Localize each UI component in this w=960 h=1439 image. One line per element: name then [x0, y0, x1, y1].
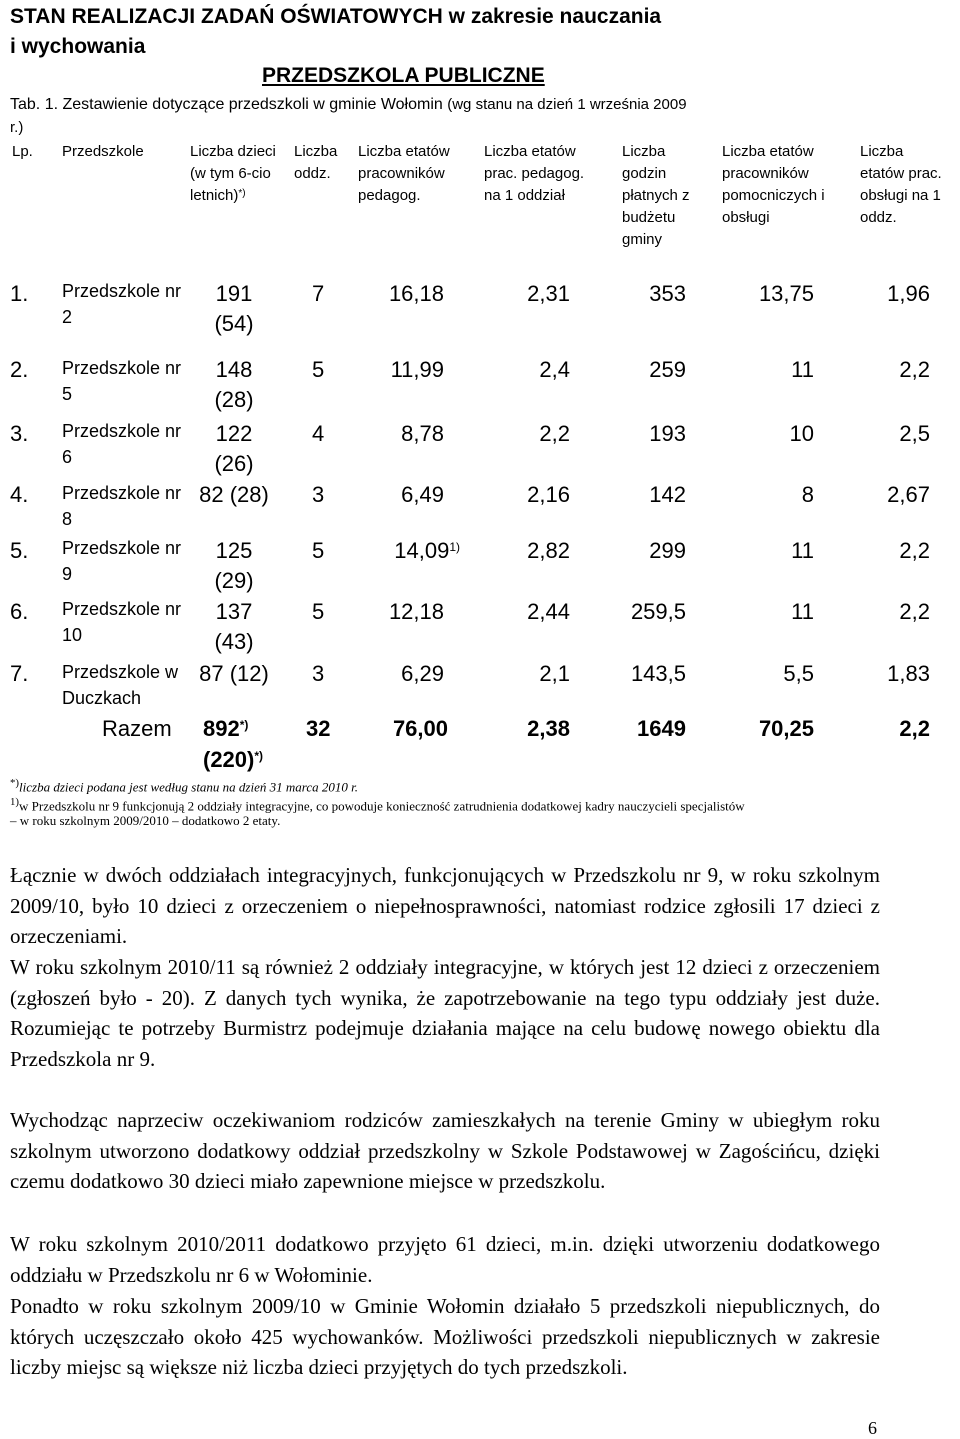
row-name: Przedszkole nr 8 — [62, 483, 182, 529]
row-pom: 11 — [791, 357, 814, 382]
table-caption-note2: r.) — [10, 119, 24, 136]
total-dzieci-6-footnote-mark: *) — [254, 749, 264, 763]
row-godz: 259,5 — [630, 599, 686, 624]
row-na1: 2,4 — [539, 357, 570, 382]
row-lp: 5. — [10, 538, 29, 563]
total-dzieci-6-value: (220) — [203, 747, 255, 772]
row-obs: 1,96 — [887, 281, 930, 306]
total-label: Razem — [102, 716, 172, 741]
row-name: Przedszkole w Duczkach — [62, 662, 179, 708]
paragraph-private-preschools: Ponadto w roku szkolnym 2009/10 w Gminie Wołomin działało 5 przedszkoli niepublicznych, do których uczęszczało około 425 wychowanków. Możliwości przedszkoli niepublicznych w zakresie liczby miejsc są większe niż liczba dzieci przyjętych do tych przedszkoli. — [10, 1294, 880, 1379]
row-obs: 1,83 — [887, 661, 930, 686]
row-name: Przedszkole nr 9 — [62, 538, 182, 584]
row-name: Przedszkole nr 5 — [62, 358, 182, 404]
row-dzieci-6: (29) — [214, 568, 254, 593]
row-obs: 2,5 — [899, 421, 930, 446]
total-na1: 2,38 — [527, 716, 570, 741]
row-lp: 6. — [10, 599, 29, 624]
footnote-2-continuation: – w roku szkolnym 2009/2010 – dodatkowo 2 etaty. — [10, 813, 281, 828]
row-pom: 11 — [791, 538, 814, 563]
row-etaty — [360, 537, 460, 565]
row-na1: 2,31 — [527, 281, 570, 306]
total-dzieci-6 — [203, 746, 263, 774]
section-subtitle: PRZEDSZKOLA PUBLICZNE — [262, 64, 545, 87]
row-etaty-footnote-mark: 1) — [449, 540, 460, 554]
total-dzieci-value: 892 — [203, 716, 240, 741]
row-obs: 2,2 — [899, 599, 930, 624]
row-etaty-value: 14,09 — [394, 538, 450, 563]
page-number: 6 — [868, 1418, 877, 1438]
total-pom: 70,25 — [758, 716, 814, 741]
row-oddz: 7 — [312, 281, 325, 306]
row-pom: 11 — [791, 599, 814, 624]
row-godz: 193 — [649, 421, 686, 446]
footnote-2-text: w Przedszkolu nr 9 funkcjonują 2 oddziały integracyjne, co powoduje konieczność zatrudnienia dodatkowej kadry nauczycieli specjalistów — [19, 798, 745, 814]
row-dzieci: 122 — [215, 421, 253, 446]
row-oddz: 4 — [312, 421, 325, 446]
row-lp: 2. — [10, 357, 29, 382]
row-etaty: 8,78 — [401, 421, 444, 446]
row-etaty: 6,49 — [401, 482, 444, 507]
footnote-2-mark: 1) — [10, 796, 20, 808]
row-dzieci: 87 (12) — [199, 661, 269, 686]
table-caption-main: Tab. 1. Zestawienie dotyczące przedszkoli w gminie Wołomin — [10, 96, 443, 113]
row-lp: 4. — [10, 482, 29, 507]
footnote-1-mark: *) — [10, 777, 20, 789]
total-dzieci-footnote-mark: *) — [239, 718, 249, 732]
header-etaty-na-oddz: Liczba etatów prac. pedagog. na 1 oddział — [484, 143, 585, 204]
document-title-line2: i wychowania — [10, 35, 146, 58]
row-dzieci: 137 — [215, 599, 253, 624]
row-etaty: 16,18 — [388, 281, 444, 306]
row-godz: 259 — [649, 357, 686, 382]
total-etaty: 76,00 — [392, 716, 448, 741]
row-etaty: 11,99 — [390, 357, 444, 382]
row-lp: 7. — [10, 661, 29, 686]
row-etaty: 6,29 — [401, 661, 444, 686]
header-lp: Lp. — [12, 143, 33, 160]
row-pom: 13,75 — [758, 281, 814, 306]
row-oddz: 5 — [312, 357, 325, 382]
row-oddz: 3 — [312, 482, 325, 507]
header-pomocnicze: Liczba etatów pracowników pomocniczych i obsługi — [722, 143, 825, 226]
row-na1: 2,44 — [527, 599, 570, 624]
row-godz: 143,5 — [630, 661, 686, 686]
document-title-line1: STAN REALIZACJI ZADAŃ OŚWIATOWYCH w zakresie nauczania — [10, 5, 662, 28]
row-obs: 2,67 — [887, 482, 930, 507]
total-dzieci — [203, 715, 248, 743]
header-obsluga-na-oddz: Liczba etatów prac. obsługi na 1 oddz. — [860, 143, 942, 226]
table-caption-continuation — [10, 119, 23, 137]
footnote-1 — [10, 775, 358, 795]
row-pom: 10 — [789, 421, 814, 446]
row-dzieci: 125 — [215, 538, 253, 563]
total-oddz: 32 — [306, 716, 331, 741]
row-lp: 3. — [10, 421, 29, 446]
paragraph-school-year-2010-11: W roku szkolnym 2010/11 są również 2 oddziały integracyjne, w których jest 12 dzieci z orzeczeniem (zgłoszeń było - 20). Z danych tych wynika, że zapotrzebowanie na tego typu oddziały jest duże. Rozumiejąc te potrzeby Burmistrz podejmuje działania mające na celu budowę nowego obiektu dla Przedszkola nr 9. — [10, 955, 880, 1071]
row-na1: 2,1 — [539, 661, 570, 686]
row-godz: 299 — [649, 538, 686, 563]
row-dzieci-6: (43) — [214, 629, 254, 654]
row-name: Przedszkole nr 2 — [62, 281, 182, 327]
header-przedszkole: Przedszkole — [62, 143, 144, 160]
row-name: Przedszkole nr 10 — [62, 599, 182, 645]
header-etaty-ped: Liczba etatów pracowników pedagog. — [358, 143, 450, 204]
row-lp: 1. — [10, 281, 29, 306]
row-pom: 8 — [801, 482, 814, 507]
row-dzieci-6: (28) — [214, 387, 254, 412]
row-dzieci-6: (54) — [214, 311, 254, 336]
table-caption — [10, 96, 687, 114]
footnote-1-text: liczba dzieci podana jest według stanu na dzień 31 marca 2010 r. — [19, 779, 358, 795]
row-dzieci: 148 — [215, 357, 253, 382]
header-dzieci-sup: *) — [238, 188, 246, 199]
row-godz: 353 — [649, 281, 686, 306]
row-etaty: 12,18 — [388, 599, 444, 624]
row-na1: 2,16 — [527, 482, 570, 507]
row-oddz: 3 — [312, 661, 325, 686]
row-dzieci: 82 (28) — [199, 482, 269, 507]
paragraph-additional-unit: Wychodząc naprzeciw oczekiwaniom rodziców zamieszkałych na terenie Gminy w ubiegłym roku szkolnym utworzono dodatkowy oddział przedszkolny w Szkole Podstawowej w Zagościńcu, dzięki czemu dodatkowo 30 dzieci miało zapewnione miejsce w przedszkolu. — [10, 1108, 880, 1193]
paragraph-2010-2011: W roku szkolnym 2010/2011 dodatkowo przyjęto 61 dzieci, m.in. dzięki utworzeniu dodatkowego oddziału w Przedszkolu nr 6 w Wołominie. — [10, 1232, 880, 1287]
row-name: Przedszkole nr 6 — [62, 421, 182, 467]
row-oddz: 5 — [312, 538, 325, 563]
total-godz: 1649 — [637, 716, 686, 741]
total-obs: 2,2 — [899, 716, 930, 741]
row-godz: 142 — [649, 482, 686, 507]
row-obs: 2,2 — [899, 538, 930, 563]
row-dzieci: 191 — [215, 281, 253, 306]
paragraph-integration: Łącznie w dwóch oddziałach integracyjnych, funkcjonujących w Przedszkolu nr 9, w roku szkolnym 2009/10, było 10 dzieci z orzeczeniem o niepełnosprawności, natomiast rodzice zgłosili 17 dzieci z orzeczeniami. — [10, 863, 880, 948]
row-dzieci-6: (26) — [214, 451, 254, 476]
row-na1: 2,82 — [527, 538, 570, 563]
table-caption-note: (wg stanu na dzień 1 września 2009 — [447, 96, 687, 113]
row-na1: 2,2 — [539, 421, 570, 446]
row-pom: 5,5 — [783, 661, 814, 686]
header-dzieci-text: Liczba dzieci (w tym 6-cio letnich) — [190, 143, 276, 204]
header-godziny: Liczba godzin płatnych z budżetu gminy — [622, 143, 690, 248]
header-dzieci — [190, 141, 290, 207]
row-obs: 2,2 — [899, 357, 930, 382]
header-oddz: Liczba oddz. — [294, 143, 338, 182]
row-oddz: 5 — [312, 599, 325, 624]
